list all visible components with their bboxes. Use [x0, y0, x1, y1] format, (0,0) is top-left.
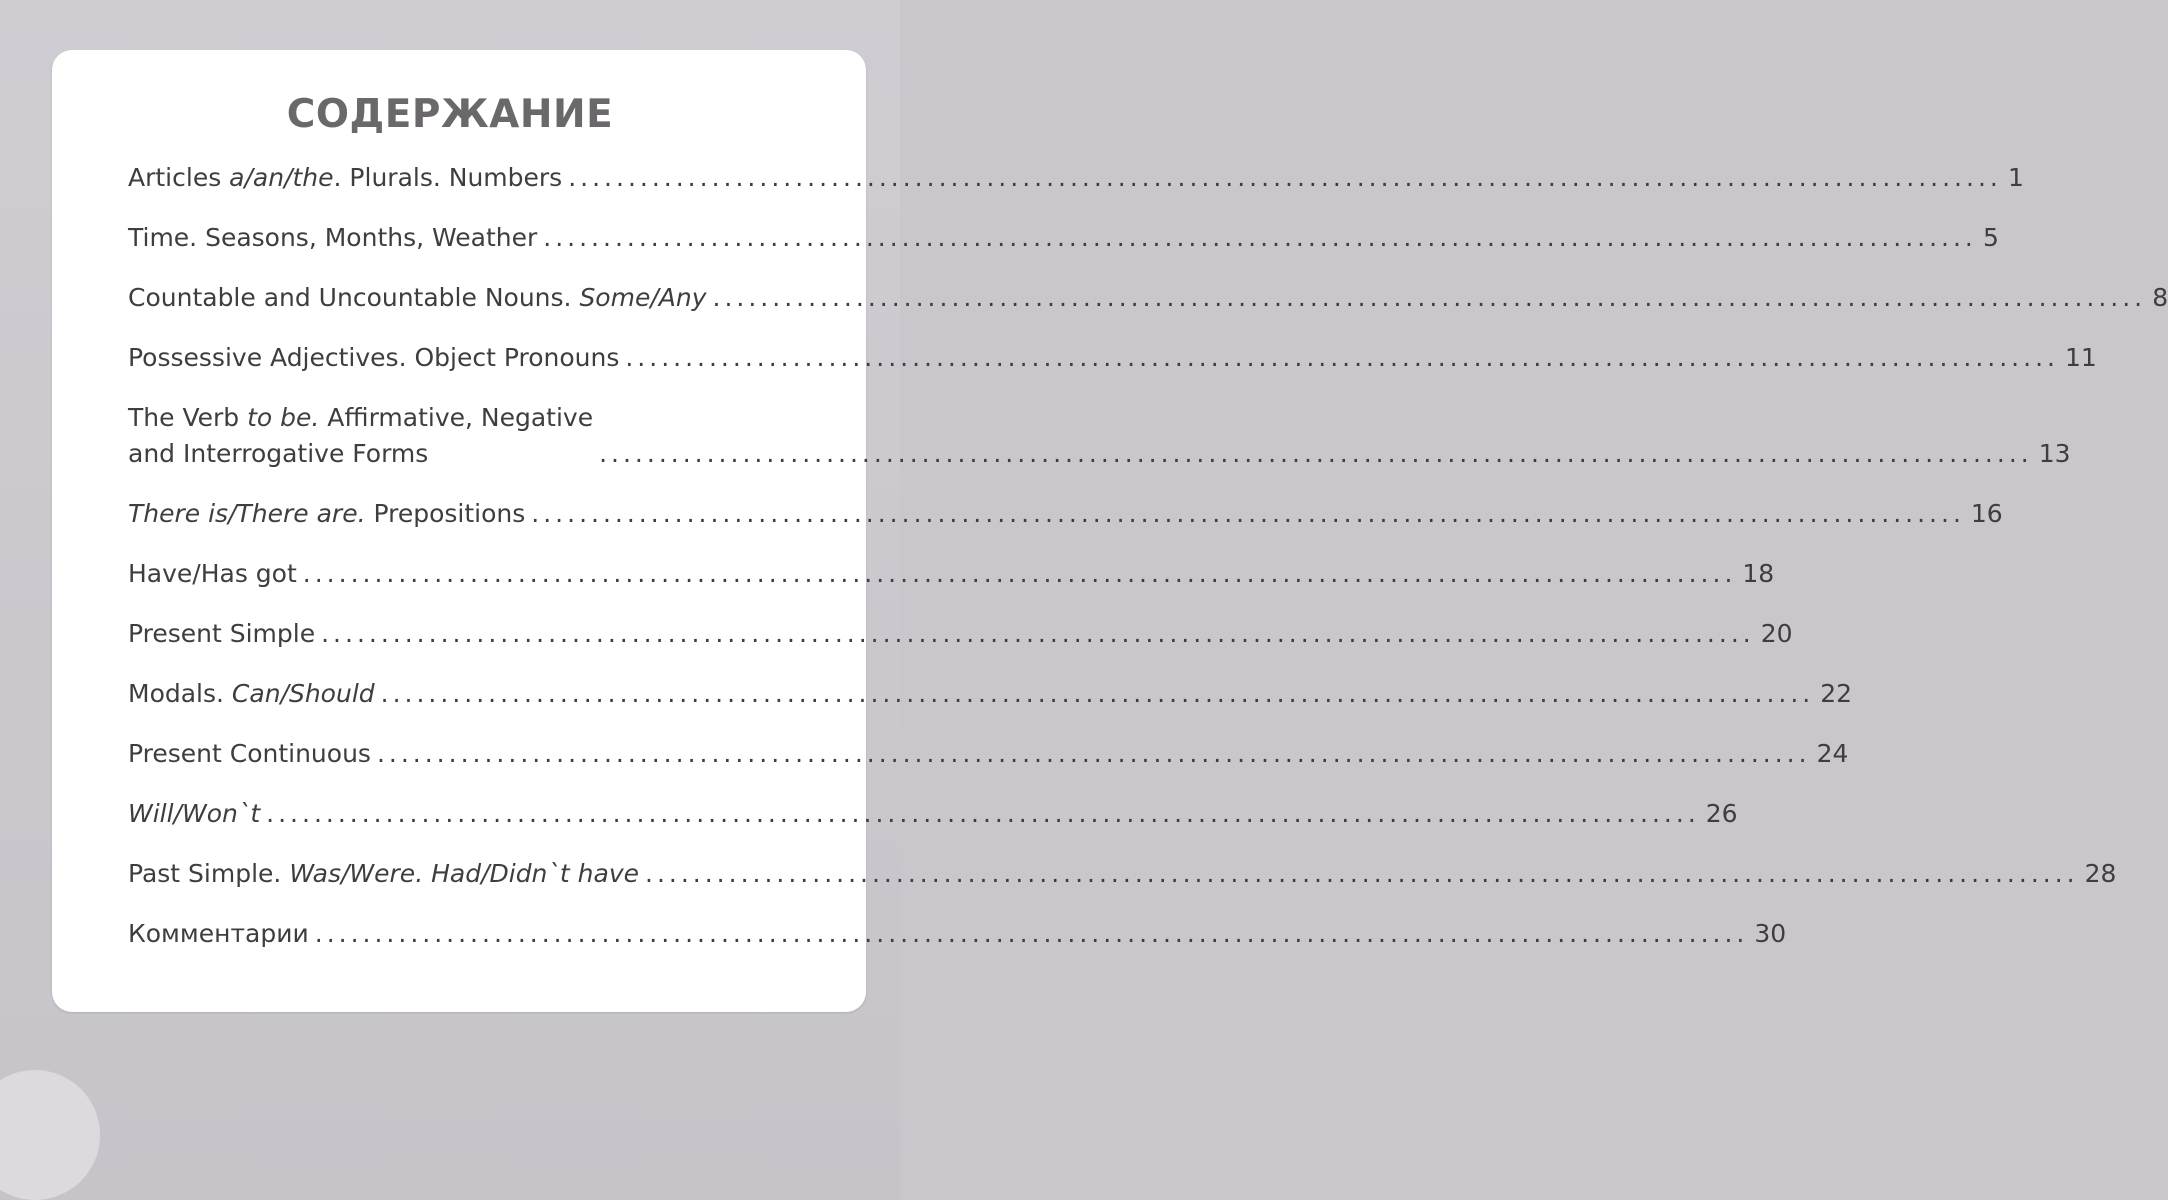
- toc-page-number: 13: [2038, 439, 2071, 468]
- toc-entry[interactable]: [128, 280, 2168, 316]
- toc-entry-title: [128, 340, 619, 376]
- toc-entry-text: . Plurals. Numbers: [333, 163, 563, 192]
- toc-entry[interactable]: [128, 340, 2097, 376]
- toc-entry-italic-text: There is/There are.: [128, 499, 366, 528]
- toc-entry-title: [128, 916, 309, 952]
- toc-entry-italic-text: Will/Won`t: [128, 799, 261, 828]
- toc-entry-italic-text: a/an/the: [229, 163, 334, 192]
- toc-entry-italic-text: Was/Were. Had/Didn`t have: [289, 859, 639, 888]
- toc-leader-dots: ........................................................................................................................: [568, 163, 2002, 192]
- toc-page-number: 5: [1982, 223, 1999, 252]
- toc-entry[interactable]: [128, 676, 1853, 712]
- toc-page-number: 28: [2084, 859, 2117, 888]
- page-title: СОДЕРЖАНИЕ: [286, 92, 614, 137]
- toc-page-number: 8: [2152, 283, 2168, 312]
- toc-entry-text: Affirmative, Negative: [319, 403, 594, 432]
- toc-page-number: 30: [1754, 919, 1787, 948]
- toc-entry[interactable]: [128, 616, 1793, 652]
- toc-leader-dots: ........................................................................................................................: [302, 559, 1737, 588]
- toc-entry-title-line2: [128, 436, 593, 472]
- toc-entry-text: Past Simple.: [128, 859, 290, 888]
- toc-entry-text: Modals.: [128, 679, 232, 708]
- toc-entry-title: [128, 556, 297, 592]
- table-of-contents: [128, 160, 2168, 976]
- toc-entry-text: Present Continuous: [128, 739, 371, 768]
- toc-entry[interactable]: [128, 916, 1787, 952]
- toc-entry-title: [128, 676, 375, 712]
- toc-entry-title: [128, 280, 707, 316]
- toc-entry-title: [128, 856, 639, 892]
- toc-entry[interactable]: [128, 220, 1999, 256]
- toc-entry[interactable]: [128, 796, 1738, 832]
- toc-entry[interactable]: [128, 736, 1849, 772]
- toc-entry[interactable]: [128, 400, 2071, 472]
- toc-page-number: 26: [1705, 799, 1738, 828]
- toc-page-number: 24: [1816, 739, 1849, 768]
- toc-leader-dots: ........................................................................................................................: [321, 619, 1755, 648]
- toc-entry[interactable]: [128, 496, 2003, 532]
- toc-leader-dots: ........................................................................................................................: [376, 739, 1811, 768]
- toc-leader-dots: ........................................................................................................................: [712, 283, 2147, 312]
- toc-entry[interactable]: [128, 160, 2024, 196]
- toc-entry-text: Time. Seasons, Months, Weather: [128, 223, 538, 252]
- toc-entry-text: Present Simple: [128, 619, 316, 648]
- toc-leader-dots: ........................................................................................................................: [599, 439, 2033, 468]
- toc-leader-dots: ........................................................................................................................: [266, 799, 1700, 828]
- toc-leader-dots: ........................................................................................................................: [645, 859, 2079, 888]
- toc-entry-text: The Verb: [128, 403, 248, 432]
- toc-entry-text: Countable and Uncountable Nouns.: [128, 283, 580, 312]
- toc-page-number: 18: [1742, 559, 1775, 588]
- toc-entry-title: [128, 400, 593, 472]
- toc-entry-text: Комментарии: [128, 919, 309, 948]
- toc-page-number: 11: [2064, 343, 2097, 372]
- toc-page-number: 20: [1760, 619, 1793, 648]
- toc-entry-italic-text: Some/Any: [579, 283, 707, 312]
- toc-leader-dots: ........................................................................................................................: [314, 919, 1749, 948]
- toc-entry-title-line1: [128, 400, 593, 436]
- toc-entry-title: [128, 796, 260, 832]
- toc-entry-text: and Interrogative Forms: [128, 439, 429, 468]
- toc-leader-dots: ........................................................................................................................: [543, 223, 1977, 252]
- toc-leader-dots: ........................................................................................................................: [531, 499, 1965, 528]
- toc-entry-title: [128, 616, 315, 652]
- toc-entry-text: Possessive Adjectives. Object Pronouns: [128, 343, 620, 372]
- toc-entry-title: [128, 220, 537, 256]
- toc-leader-dots: ........................................................................................................................: [625, 343, 2059, 372]
- toc-entry-text: Have/Has got: [128, 559, 297, 588]
- toc-entry-italic-text: Can/Should: [231, 679, 375, 708]
- toc-entry-text: Articles: [128, 163, 230, 192]
- toc-entry-title: [128, 496, 525, 532]
- toc-entry-italic-text: to be.: [247, 403, 320, 432]
- toc-entry-text: Prepositions: [365, 499, 526, 528]
- toc-entry-title: [128, 160, 562, 196]
- toc-entry[interactable]: [128, 856, 2117, 892]
- toc-page-number: 16: [1970, 499, 2003, 528]
- toc-page-number: 22: [1820, 679, 1853, 708]
- toc-page-number: 1: [2007, 163, 2024, 192]
- toc-entry[interactable]: [128, 556, 1775, 592]
- toc-entry-title: [128, 736, 371, 772]
- toc-leader-dots: ........................................................................................................................: [380, 679, 1815, 708]
